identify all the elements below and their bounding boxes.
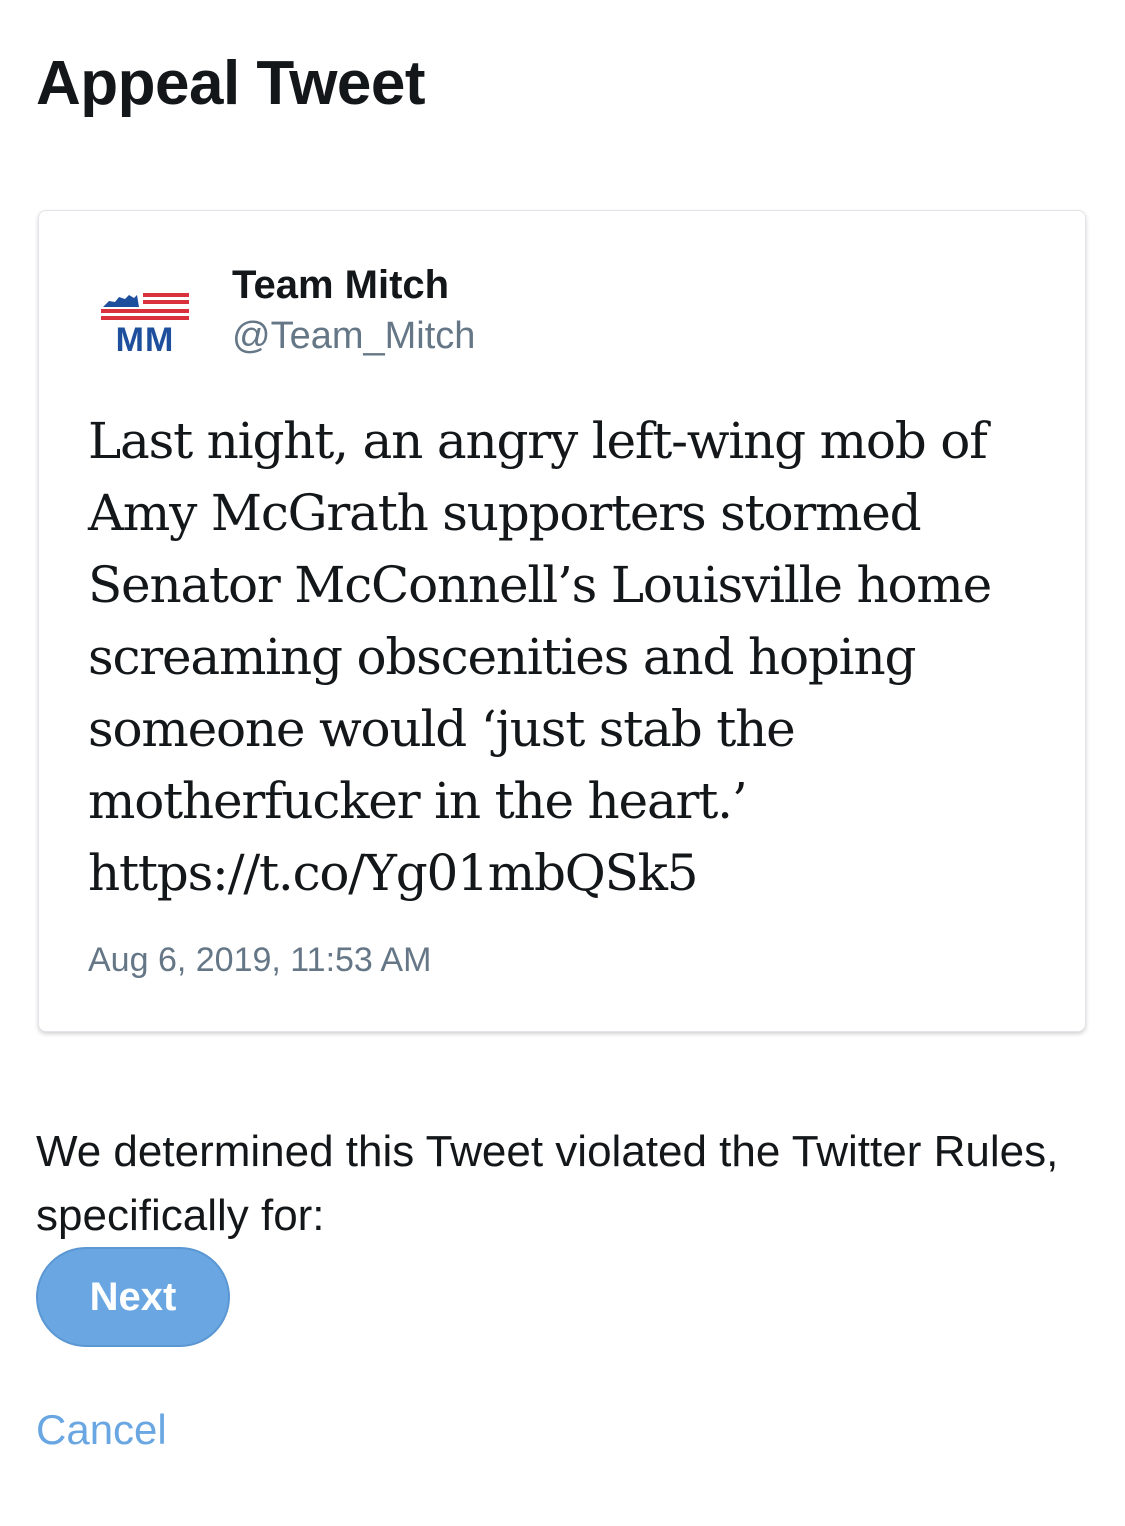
next-button[interactable]: Next — [36, 1247, 230, 1347]
avatar-monogram: MM — [115, 321, 175, 353]
author-handle: @Team_Mitch — [232, 315, 476, 357]
team-mitch-logo-icon — [99, 281, 191, 353]
violation-message: We determined this Tweet violated the Twitter Rules, specifically for: — [36, 1127, 1059, 1240]
tweet-card — [38, 210, 1086, 1032]
tweet-text: Last night, an angry left-wing mob of Amy McGrath supporters stormed Senator McConnell’s Louisville home screaming obscenities and hoping someone would ‘just stab the motherfucker in the heart.’ https://t.co/Yg01mbQSk5 — [88, 412, 991, 902]
page-title: Appeal Tweet — [36, 49, 426, 118]
author-name: Team Mitch — [232, 263, 450, 307]
tweet-timestamp: Aug 6, 2019, 11:53 AM — [88, 941, 432, 979]
cancel-link[interactable]: Cancel — [36, 1406, 167, 1453]
